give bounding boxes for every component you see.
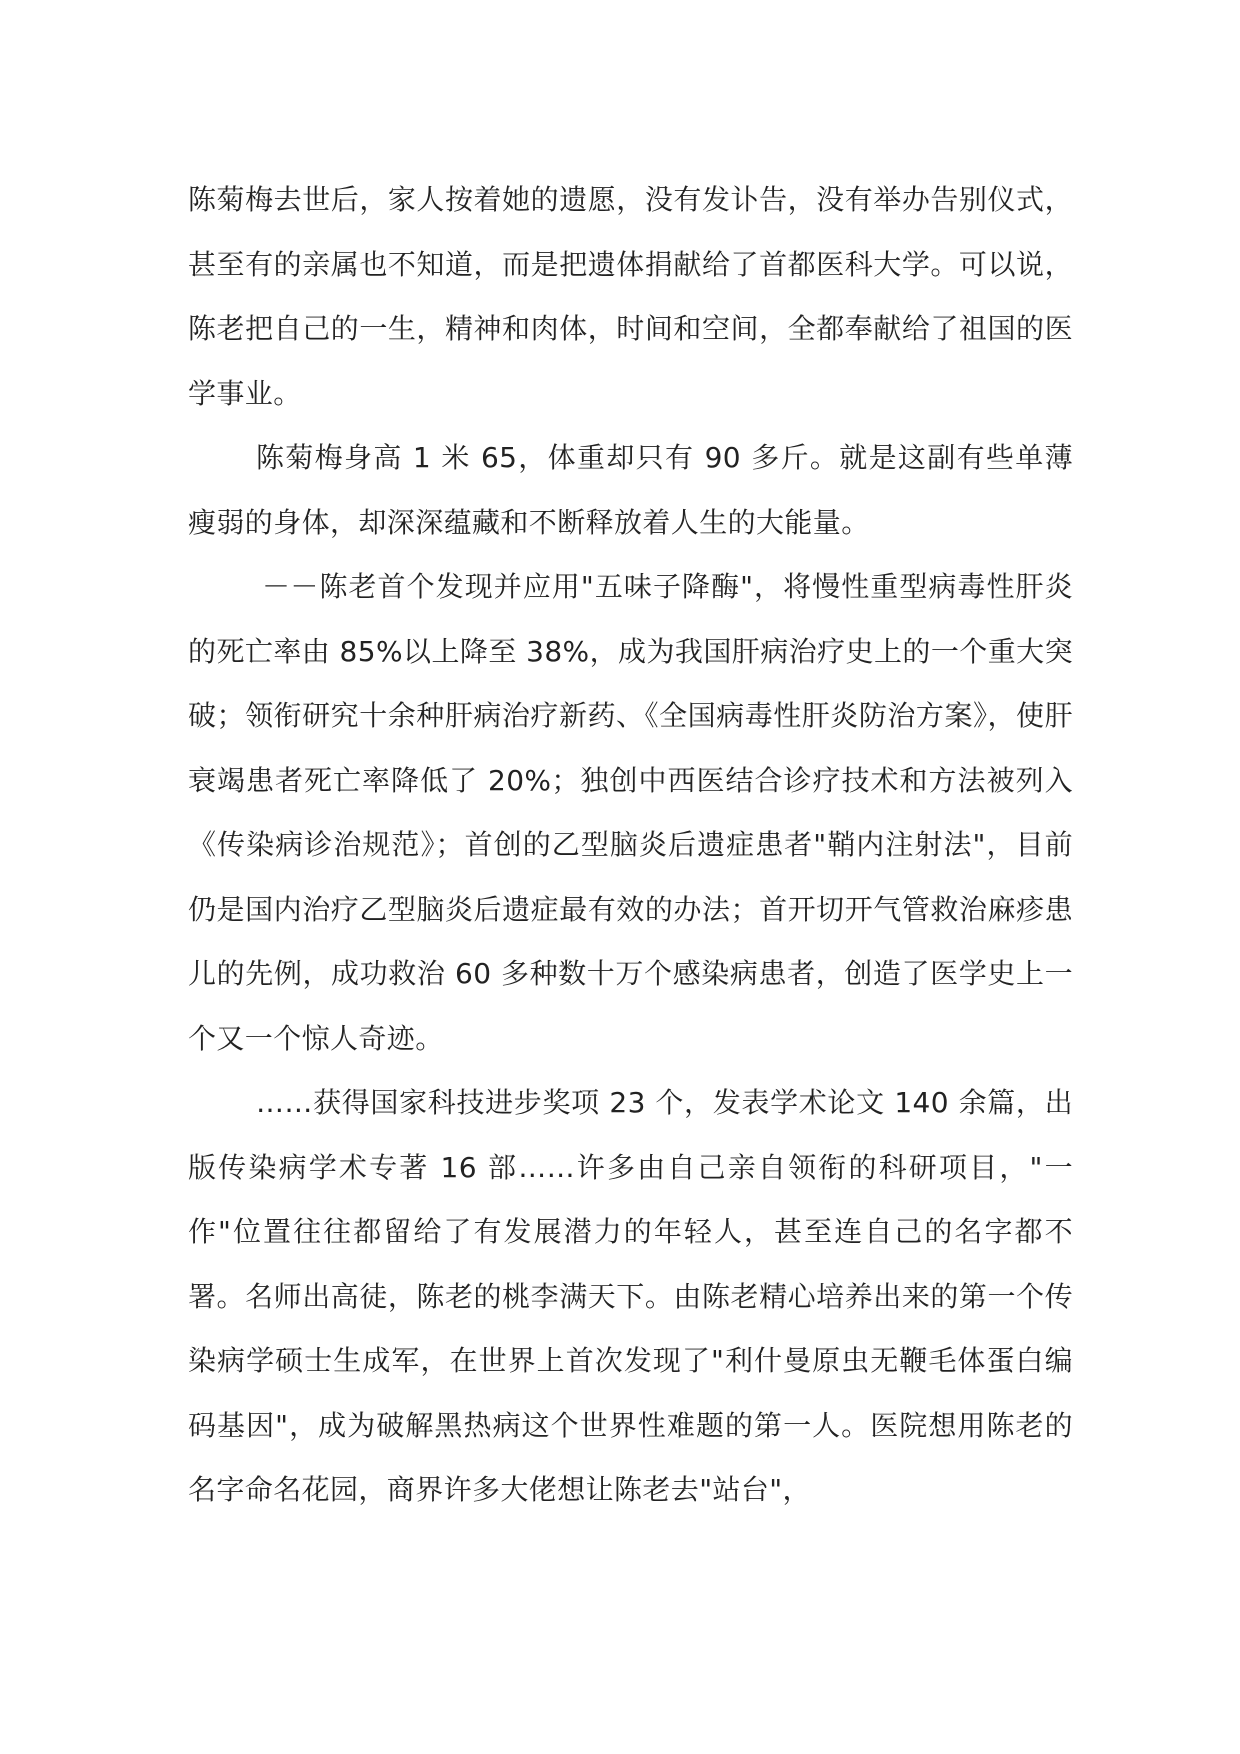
paragraph-physique: 陈菊梅身高 1 米 65，体重却只有 90 多斤。就是这副有些单薄瘦弱的身体，却深深蕴藏和不断释放着人生的大能量。 <box>188 441 1073 539</box>
paragraph-achievements: －－陈老首个发现并应用"五味子降酶"，将慢性重型病毒性肝炎的死亡率由 85%以上降至 38%，成为我国肝病治疗史上的一个重大突破；领衔研究十余种肝病治疗新药、《全国病毒性肝炎防治方案》，使肝衰竭患者死亡率降低了 20%；独创中西医结合诊疗技术和方法被列入《传染病诊治规范》；首创的乙型脑炎后遗症患者"鞘内注射法"，目前仍是国内治疗乙型脑炎后遗症最有效的办法；首开切开气管救治麻疹患儿的先例，成功救治 60 多种数十万个感染病患者，创造了医学史上一个又一个惊人奇迹。 <box>188 570 1073 1055</box>
paragraph-awards: ……获得国家科技进步奖项 23 个，发表学术论文 140 余篇，出版传染病学术专著 16 部……许多由自己亲自领衔的科研项目，"一作"位置往往都留给了有发展潜力的年轻人，甚至连自己的名字都不署。名师出高徒，陈老的桃李满天下。由陈老精心培养出来的第一个传染病学硕士生成军，在世界上首次发现了"利什曼原虫无鞭毛体蛋白编码基因"，成为破解黑热病这个世界性难题的第一人。医院想用陈老的名字命名花园，商界许多大佬想让陈老去"站台"， <box>188 1086 1073 1506</box>
paragraph-bequest: 陈菊梅去世后，家人按着她的遗愿，没有发讣告，没有举办告别仪式，甚至有的亲属也不知道，而是把遗体捐献给了首都医科大学。可以说，陈老把自己的一生，精神和肉体，时间和空间，全都奉献给了祖国的医学事业。 <box>188 183 1073 410</box>
document-body <box>188 168 1073 1523</box>
